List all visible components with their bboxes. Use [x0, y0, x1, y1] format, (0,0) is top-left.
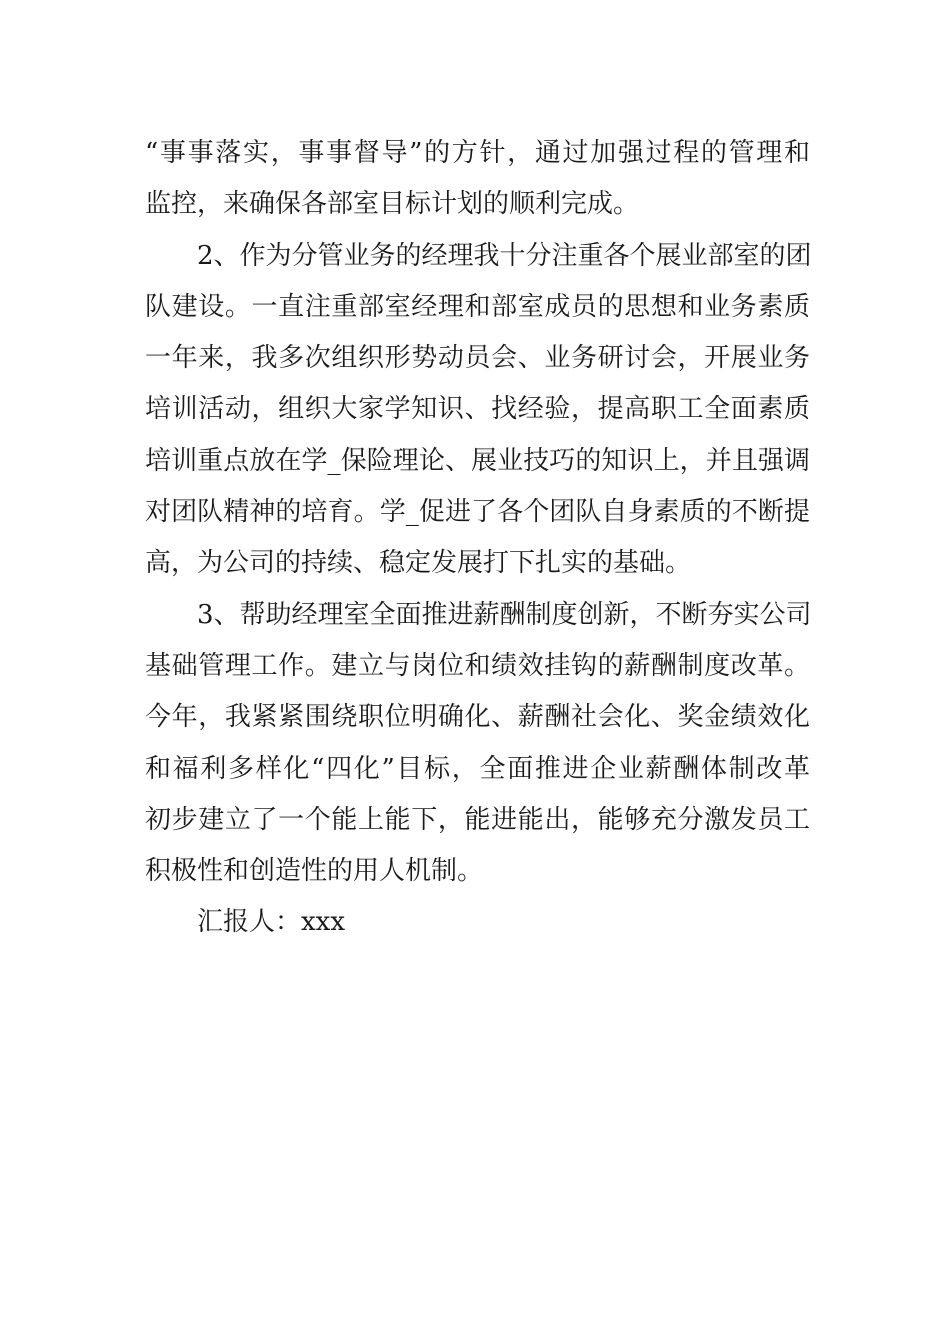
- text-line: 对团队精神的培育。学_促进了各个团队自身素质的不断提: [145, 497, 810, 528]
- text-line: 2、作为分管业务的经理我十分注重各个展业部室的团: [197, 240, 812, 271]
- text-line: 积极性和创造性的用人机制。: [145, 856, 484, 887]
- text-line: 队建设。一直注重部室经理和部室成员的思想和业务素质: [145, 291, 810, 322]
- text-line: 基础管理工作。建立与岗位和绩效挂钩的薪酬制度改革。: [145, 650, 810, 681]
- text-line: 培训活动，组织大家学知识、找经验，提高职工全面素质: [145, 394, 810, 425]
- document-body: [145, 128, 810, 949]
- text-line: 初步建立了一个能上能下，能进能出，能够充分激发员工: [145, 804, 810, 835]
- text-line: 3、帮助经理室全面推进薪酬制度创新，不断夯实公司: [197, 599, 812, 630]
- text-line: “事事落实，事事督导”的方针，通过加强过程的管理和: [145, 138, 810, 168]
- text-line: 今年，我紧紧围绕职位明确化、薪酬社会化、奖金绩效化: [145, 702, 810, 733]
- text-line: 和福利多样化“四化”目标，全面推进企业薪酬体制改革: [145, 753, 810, 784]
- text-line: 培训重点放在学_保险理论、展业技巧的知识上，并且强调: [145, 445, 810, 476]
- text-line: 高，为公司的持续、稳定发展打下扎实的基础。: [145, 548, 692, 579]
- text-line: 一年来，我多次组织形势动员会、业务研讨会，开展业务: [145, 343, 810, 374]
- text-line: 监控，来确保各部室目标计划的顺利完成。: [145, 189, 640, 220]
- reporter-line: 汇报人：xxx: [197, 907, 345, 938]
